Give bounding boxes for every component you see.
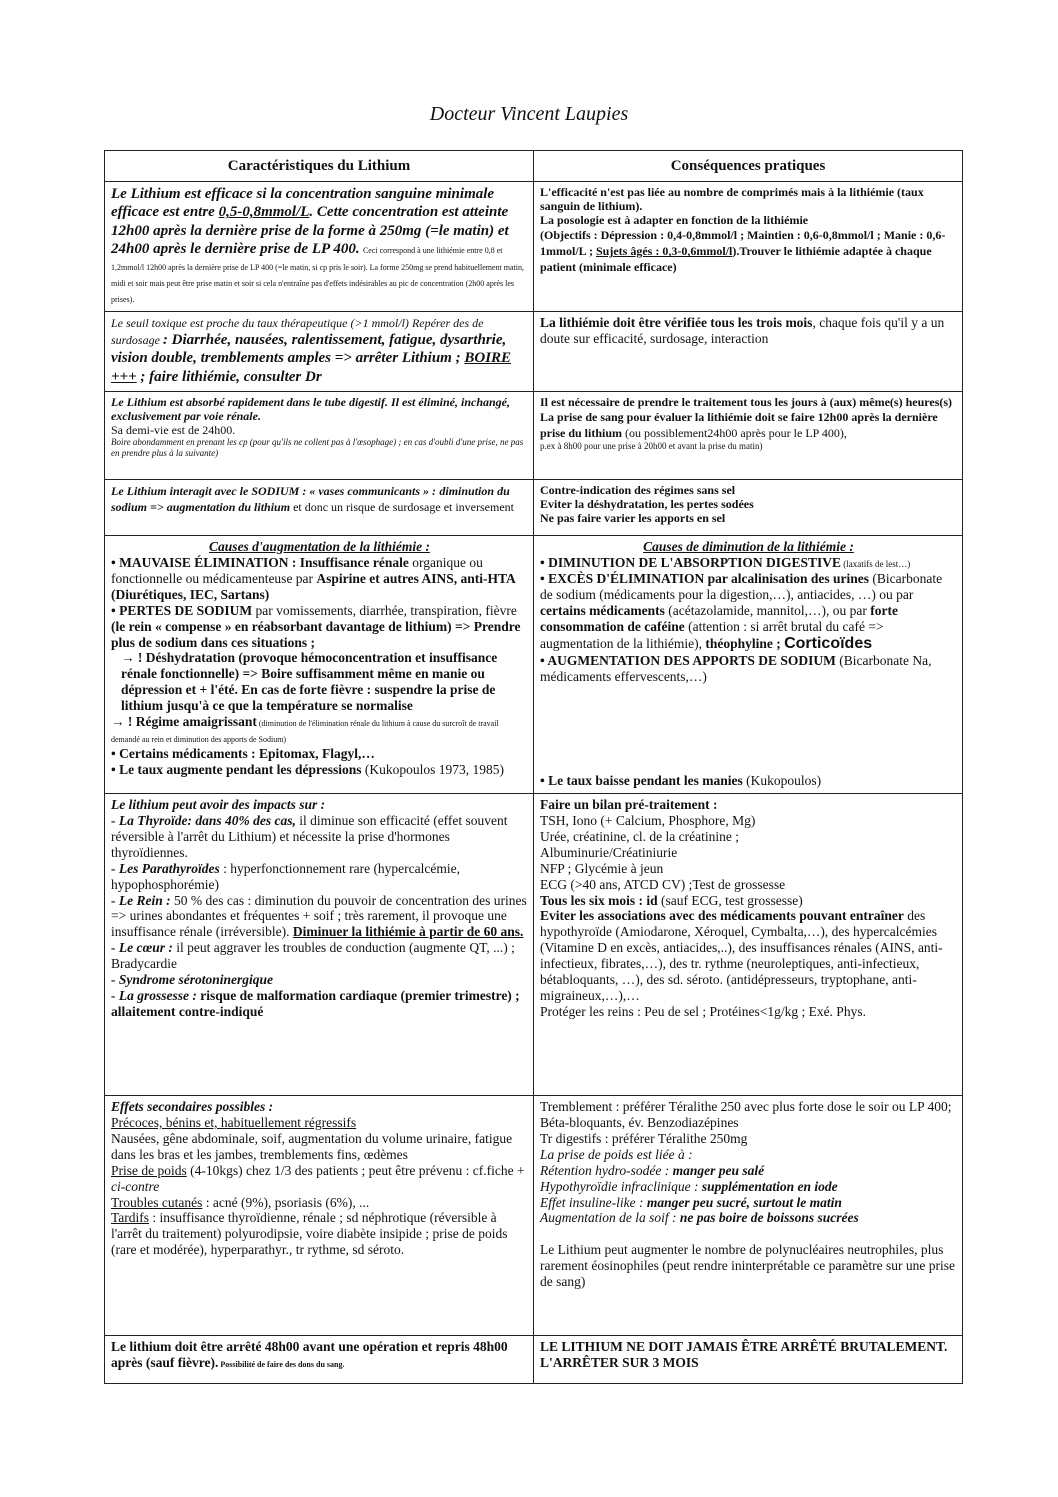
- absorption-note: Boire abondamment en prenant les cp (pour qu'ils ne collent pas à l'œsophage) ; en cas d'oubli d'une prise, ne pas en prendre plus à la suivante): [111, 437, 524, 458]
- pregnancy-title: - La grossesse :: [111, 988, 197, 1004]
- cell-pretreatment: [534, 794, 963, 1096]
- weight-gain-title: Prise de poids: [111, 1162, 187, 1178]
- excess-elim-text: (Bicarbonate de sodium (médicaments pour la digestion,…), antiacides, …) ou par: [540, 570, 943, 602]
- elim-drugs: Aspirine et autres AINS, anti-HTA (Diurétiques, IEC, Sartans): [111, 570, 516, 602]
- sodium-loss-advice: (le rein « compense » en réabsorbant davantage de lithium) => Prendre plus de sodium dans ces situations ;: [111, 618, 521, 650]
- insulin-like-advice: manger peu sucré, surtout le matin: [646, 1194, 842, 1210]
- decrease-title: Causes de diminution de la lithiémie :: [643, 539, 854, 554]
- caffeine-note: (attention : si arrêt brutal du café => augmentation de la lithiémie),: [540, 618, 884, 651]
- blood-test-timing: La prise de sang pour évaluer la lithiémie doit se faire 12h00 après la dernière prise du lithium: [540, 410, 938, 441]
- cell-efficacy: [105, 182, 534, 312]
- diet-title: → ! Régime amaigrissant: [111, 714, 257, 730]
- sodium-loss-title: • PERTES DE SODIUM: [111, 602, 253, 618]
- practice-line-2: La posologie est à adapter en fonction de la lithiémie: [540, 213, 809, 228]
- retention-advice: manger peu salé: [672, 1162, 765, 1178]
- never-stop-warning: LE LITHIUM NE DOIT JAMAIS ÊTRE ARRÊTÉ BRUTALEMENT. L'ARRÊTER SUR 3 MOIS: [540, 1339, 948, 1370]
- pregnancy-text: risque de malformation cardiaque (premier trimestre) ; allaitement contre-indiqué: [111, 988, 520, 1019]
- sodium-line-1: Le Lithium interagit avec le SODIUM : « vases communicants » :: [111, 484, 436, 498]
- absorption-decrease: • DIMINUTION DE L'ABSORPTION DIGESTIVE: [540, 554, 842, 570]
- header-col1: Caractéristiques du Lithium: [105, 151, 534, 182]
- cell-sodium: [105, 480, 534, 536]
- certain-drugs: • Certains médicaments : Epitomax, Flagyl,…: [111, 745, 375, 761]
- half-life: Sa demi-vie est de 24h00.: [111, 423, 236, 438]
- daily-intake: Il est nécessaire de prendre le traitement tous les jours à (aux) même(s) heures(s): [540, 395, 953, 409]
- thyroid-text: il diminue son efficacité (effet souvent réversible à l'arrêt du Lithium) et nécessite la prise d'hormones thyroïdiennes.: [111, 812, 508, 860]
- table-row: [105, 480, 963, 536]
- depression-increase: • Le taux augmente pendant les dépressions: [111, 761, 362, 777]
- late-effects-text: : insuffisance thyroïdienne, rénale ; sd néphrotique (réversible à l'arrêt du traitement) polyurodipsie, voire diabète insipide ; prise de poids (rare et modérée), hyperparathyr., tr rythme, sd séroto.: [111, 1210, 508, 1258]
- neutrophils-note: Le Lithium peut augmenter le nombre de polynucléaires neutrophiles, plus rarement éosinophiles (peut rendre ininterprétable ce paramètre sur une prise de sang): [540, 1242, 955, 1290]
- kidney-title: - Le Rein :: [111, 892, 171, 908]
- excess-drugs-list: (acétazolamide, mannitol,…), ou par: [664, 602, 871, 618]
- avoid-associations-list: des hypothyroïde (Amiodarone, Xéroquel, Cymbalta,…), des hypercalcémies (Vitamine D en excès, antiacides,..), des insuffisances rénales (AINS, anti-infectieux, fibrates,…), des tr. rythme (neuroleptiques, anti-infectieux, bétabloquants, …), des sd. séroto. (antidépresseurs, tryptophane, anti-migraineux,…),…: [540, 908, 943, 1004]
- six-months: Tous les six mois : id: [540, 892, 658, 908]
- sodium-intake: • AUGMENTATION DES APPORTS DE SODIUM: [540, 653, 836, 669]
- kidney-advice: Diminuer la lithiémie à partir de 60 ans.: [292, 924, 524, 940]
- toxic-spot: Repérer des de surdosage: [111, 316, 484, 347]
- hypothyroidism-advice: supplémentation en iode: [701, 1178, 838, 1194]
- toxic-end: ; faire lithiémie, consulter Dr: [136, 368, 322, 385]
- lithium-table: [104, 150, 963, 1384]
- cell-surgery: [105, 1336, 534, 1384]
- cell-toxic-practice: [534, 312, 963, 392]
- cell-absorption: [105, 392, 534, 480]
- impacts-title: Le lithium peut avoir des impacts sur :: [111, 797, 326, 812]
- mania-decrease: • Le taux baisse pendant les manies: [540, 773, 743, 789]
- mania-ref: (Kukopoulos): [742, 773, 822, 789]
- retention: Rétention hydro-sodée :: [540, 1162, 673, 1178]
- toxic-intro: Le seuil toxique est proche du taux thérapeutique (>1 mmol/l): [111, 316, 409, 330]
- parathyroid-text: : hyperfonctionnement rare (hypercalcémie, hypophosphorémie): [111, 860, 461, 892]
- surgery-stop: Le lithium doit être arrêté 48h00 avant une opération et repris 48h00 après (sauf fièvre).: [111, 1339, 508, 1370]
- pretreatment-albumin: Albuminurie/Créatiniurie: [540, 844, 678, 860]
- pretreatment-nfp: NFP ; Glycémie à jeun: [540, 860, 664, 876]
- tremor-advice: Tremblement : préférer Téralithe 250 avec plus forte dose le soir ou LP 400; Béta-bloquants, év. Benzodiazépines: [540, 1099, 952, 1130]
- early-effects-text: Nausées, gêne abdominale, soif, augmentation du volume urinaire, fatigue dans les bras et les jambes, tremblements fins, œdèmes: [111, 1130, 513, 1162]
- elim-text: organique ou fonctionnelle ou médicamenteuse par: [111, 554, 483, 586]
- author-title: Docteur Vincent Laupies: [429, 103, 629, 125]
- weight-causes-title: La prise de poids est liée à :: [540, 1146, 693, 1162]
- cell-impacts: [105, 794, 534, 1096]
- table-row: [105, 312, 963, 392]
- late-effects-title: Tardifs: [111, 1210, 150, 1226]
- table-row: [105, 1096, 963, 1336]
- cell-never-stop: [534, 1336, 963, 1384]
- increase-title: Causes d'augmentation de la lithiémie :: [209, 539, 430, 554]
- check-lithemia-rest: , chaque fois qu'il y a un doute sur efficacité, surdosage, interaction: [540, 315, 945, 346]
- weight-gain-text: (4-10kgs) chez 1/3 des patients ; peut être prévenu : cf.fiche +: [186, 1162, 525, 1178]
- laxatives: (laxatifs de lest…): [841, 558, 911, 569]
- sodium-rule-2: Eviter la déshydratation, les pertes sodées: [540, 497, 754, 512]
- heart-text: il peut aggraver les troubles de conduction (augmente QT, ...) ; Bradycardie: [111, 940, 515, 972]
- depression-ref: (Kukopoulos 1973, 1985): [361, 761, 505, 777]
- hypothyroidism: Hypothyroïdie infraclinique :: [540, 1178, 702, 1194]
- header-col2: Conséquences pratiques: [534, 151, 963, 182]
- table-row: [105, 392, 963, 480]
- cell-decrease-causes: [534, 536, 963, 794]
- dehydration-text: → ! Déshydratation (provoque hémoconcentration et insuffisance rénale fonctionnelle) => Boire suffisamment même en manie ou dépression et + l'été. En cas de forte fièvre : suspendre la prise de lithium jusqu'à ce que la température se normalise: [121, 650, 498, 714]
- cell-efficacy-practice: [534, 182, 963, 312]
- sodium-rule-3: Ne pas faire varier les apports en sel: [540, 511, 726, 526]
- skin-text: : acné (9%), psoriasis (6%), ...: [202, 1194, 370, 1210]
- pretreatment-ecg: ECG (>40 ans, ATCD CV) ;Test de grossesse: [540, 876, 786, 892]
- six-months-note: (sauf ECG, test grossesse): [657, 892, 803, 908]
- kidney-text: 50 % des cas : diminution du pouvoir de concentration des urines => urines abondantes et fréquentes + soif ; très rarement, il provoque une insuffisance rénale (irréversible).: [111, 892, 527, 940]
- sodium-intake-text: (Bicarbonate Na, médicaments effervescents,…): [540, 653, 932, 685]
- practice-line-3: (Objectifs : Dépression : 0,4-0,8mmol/l ; Maintien : 0,6-0,8mmol/l ; Manie : 0,6-1mmol/L ;: [540, 228, 946, 259]
- weight-gain-ref: ci-contre: [111, 1178, 160, 1194]
- cell-absorption-practice: [534, 392, 963, 480]
- sodium-rule-1: Contre-indication des régimes sans sel: [540, 483, 736, 497]
- theophylline: théophyline ;: [705, 635, 785, 651]
- table-row: [105, 182, 963, 312]
- thirst: Augmentation de la soif :: [540, 1210, 680, 1226]
- absorption-text: Le Lithium est absorbé rapidement dans le tube digestif. Il est éliminé, inchangé, exclusivement par voie rénale.: [111, 395, 510, 424]
- practice-elderly: Sujets âgés : 0,3-0,6mmol/l: [596, 244, 733, 259]
- side-effects-title: Effets secondaires possibles :: [111, 1099, 274, 1114]
- sodium-line-3: et donc un risque de surdosage et inversement: [290, 499, 514, 514]
- corticoids: Corticoïdes: [784, 634, 873, 652]
- sodium-line-2: diminution du sodium => augmentation du lithium: [111, 484, 510, 514]
- cell-side-effects-practice: [534, 1096, 963, 1336]
- pretreatment-urea: Urée, créatinine, cl. de la créatinine ;: [540, 828, 740, 844]
- efficacy-range: 0,5-0,8mmol/L: [218, 204, 310, 221]
- thyroid-title: - La Thyroïde: dans 40% des cas,: [111, 812, 296, 828]
- table-row: [105, 794, 963, 1096]
- practice-line-1: L'efficacité n'est pas liée au nombre de comprimés mais à la lithiémie (taux sanguin de lithium).: [540, 185, 924, 214]
- caffeine: forte consommation de caféine: [540, 602, 898, 634]
- table-row: [105, 1336, 963, 1384]
- cell-toxic: [105, 312, 534, 392]
- table-row: [105, 536, 963, 794]
- blood-test-example: p.ex à 8h00 pour une prise à 20h00 et avant la prise du matin): [540, 441, 763, 451]
- protect-kidneys: Protéger les reins : Peu de sel ; Protéines<1g/kg ; Exé. Phys.: [540, 1003, 866, 1019]
- early-effects-title: Précoces, bénins et, habituellement régressifs: [111, 1114, 357, 1130]
- avoid-associations: Eviter les associations avec des médicaments pouvant entraîner: [540, 908, 904, 924]
- diet-note: (diminution de l'élimination rénale du lithium à cause du surcroît de travail demandé au rein et diminution des apports de Sodium): [111, 719, 499, 745]
- insulin-like: Effet insuline-like :: [540, 1194, 647, 1210]
- serotonin-syndrome: - Syndrome sérotoninergique: [111, 972, 274, 988]
- toxic-signs: : Diarrhée, nausées, ralentissement, fatigue, dysarthrie, vision double, tremblements amples => arrêter Lithium ;: [111, 331, 507, 367]
- efficacy-note: Ceci correspond à une lithiémie entre 0,8 et 1,2mmol/l 12h00 après la dernière prise de LP 400 (=le matin, si cp pris le soir). La forme 250mg se prend habituellement matin, midi et soir mais peut être prise matin et soir si cela n'entraîne pas d'effets indésirables au pic de concentration (2h00 après les prises).: [111, 245, 524, 305]
- efficacy-text-a: Le Lithium est efficace si la concentration sanguine minimale efficace est entre: [111, 186, 495, 221]
- toxic-drink: BOIRE +++: [111, 350, 512, 385]
- practice-line-3b: ).Trouver le lithiémie adaptée à chaque patient (minimale efficace): [540, 244, 932, 275]
- header-row: [105, 151, 963, 182]
- cell-increase-causes: [105, 536, 534, 794]
- elim-title: • MAUVAISE ÉLIMINATION : Insuffisance rénale: [111, 554, 409, 570]
- thirst-advice: ne pas boire de boissons sucrées: [679, 1210, 859, 1226]
- excess-drugs: certains médicaments: [540, 602, 665, 618]
- cell-side-effects: [105, 1096, 534, 1336]
- pretreatment-title: Faire un bilan pré-traitement :: [540, 797, 718, 812]
- check-lithemia: La lithiémie doit être vérifiée tous les trois mois: [540, 315, 813, 330]
- blood-donation: Possibilité de faire des dons du sang.: [218, 1359, 345, 1369]
- parathyroid-title: - Les Parathyroïdes: [111, 860, 220, 876]
- sodium-loss-text: par vomissements, diarrhée, transpiration, fièvre: [252, 602, 517, 618]
- efficacy-text-b: . Cette concentration est atteinte 12h00 après la dernière prise de la forme à 250mg (=le matin) et 24h00 après le dernière prise de LP 400.: [111, 204, 509, 257]
- pretreatment-tsh: TSH, Iono (+ Calcium, Phosphore, Mg): [540, 812, 756, 828]
- skin-title: Troubles cutanés: [111, 1194, 203, 1210]
- blood-test-lp: (ou possiblement24h00 après pour le LP 400),: [622, 426, 847, 441]
- excess-elim: • EXCÈS D'ÉLIMINATION par alcalinisation des urines: [540, 570, 870, 586]
- heart-title: - Le cœur :: [111, 940, 173, 956]
- cell-sodium-practice: [534, 480, 963, 536]
- digestive-advice: Tr digestifs : préférer Téralithe 250mg: [540, 1130, 748, 1146]
